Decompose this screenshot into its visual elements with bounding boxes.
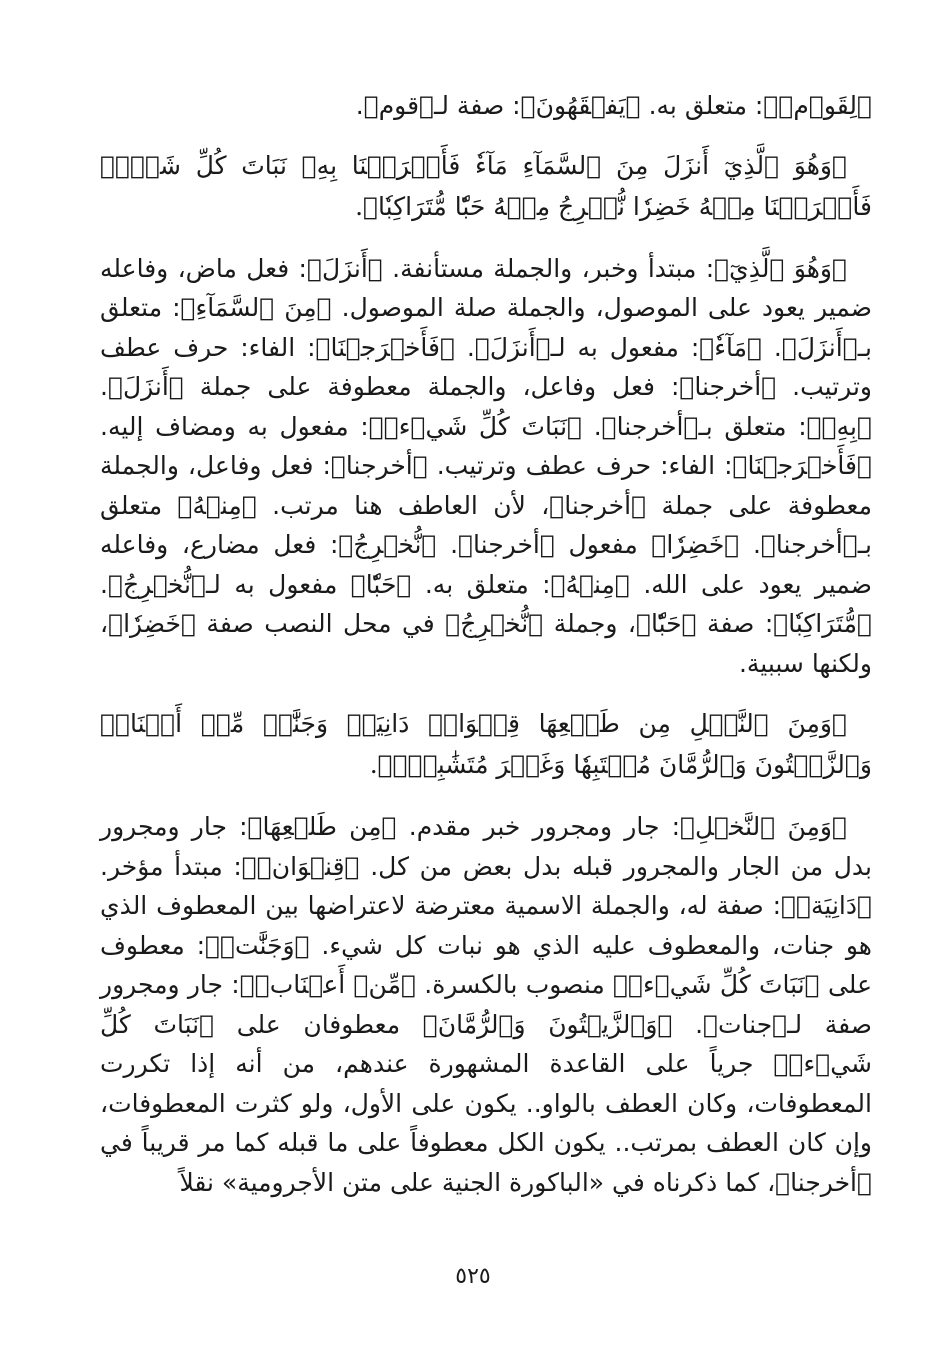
commentary-paragraph-3: ﴿وَمِنَ ٱلنَّخۡلِ﴾: جار ومجرور خبر مقدم. ﴿مِن طَلۡعِهَا﴾: جار ومجرور بدل من الجار والمجرور قبله بدل بعض من كل. ﴿قِنۡوَانٞ﴾: مبتدأ مؤخر. ﴿دَانِيَةٞ﴾: صفة له، والجملة الاسمية معترضة لاعتراضها بين المعطوف الذي هو جنات، والمعطوف عليه الذي هو نبات كل شيء. ﴿وَجَنَّٰتٖ﴾: معطوف على ﴿نَبَاتَ كُلِّ شَيۡءٖ﴾ منصوب بالكسرة. ﴿مِّنۡ أَعۡنَابٖ﴾: جار ومجرور صفة لـ﴿جنات﴾. ﴿وَٱلزَّيۡتُونَ وَٱلرُّمَّانَ﴾ معطوفان على ﴿نَبَاتَ كُلِّ شَيۡءٖ﴾ جرياً على القاعدة المشهورة عندهم، من أنه إذا تكررت المعطوفات، وكان العطف بالواو.. يكون على الأول، ولو كثرت المعطوفات، وإن كان العطف بمرتب.. يكون الكل معطوفاً على ما قبله كما مر قريباً في ﴿أخرجنا﴾، كما ذكرناه في «الباكورة الجنية على متن الأجرومية» نقلاً [100, 812, 872, 1197]
page-number: ٥٢٥ [455, 1264, 491, 1289]
quran-verse-1: ﴿وَهُوَ ٱلَّذِيٓ أَنزَلَ مِنَ ٱلسَّمَآءِ مَآءٗ فَأَخۡرَجۡنَا بِهِۦ نَبَاتَ كُلِّ شَيۡءٖ فَأَخۡرَجۡنَا مِنۡهُ خَضِرٗا نُّخۡرِجُ مِنۡهُ حَبّٗا مُّتَرَاكِبٗا﴾. [100, 150, 872, 221]
commentary-paragraph-2: ﴿وَهُوَ ٱلَّذِيٓ﴾: مبتدأ وخبر، والجملة مستأنفة. ﴿أَنزَلَ﴾: فعل ماض، وفاعله ضمير يعود على الموصول، والجملة صلة الموصول. ﴿مِنَ ٱلسَّمَآءِ﴾: متعلق بـ﴿أَنزَلَ﴾. ﴿مَآءٗ﴾: مفعول به لـ﴿أَنزَلَ﴾. ﴿فَأَخۡرَجۡنَا﴾: الفاء: حرف عطف وترتيب. ﴿أخرجنا﴾: فعل وفاعل، والجملة معطوفة على جملة ﴿أَنزَلَ﴾. ﴿بِهِۦ﴾: متعلق بـ﴿أخرجنا﴾. ﴿نَبَاتَ كُلِّ شَيۡءٖ﴾: مفعول به ومضاف إليه. ﴿فَأَخۡرَجۡنَا﴾: الفاء: حرف عطف وترتيب. ﴿أخرجنا﴾: فعل وفاعل، والجملة معطوفة على جملة ﴿أخرجنا﴾، لأن العاطف هنا مرتب. ﴿مِنۡهُ﴾ متعلق بـ﴿أخرجنا﴾. ﴿خَضِرٗا﴾ مفعول ﴿أخرجنا﴾. ﴿نُّخۡرِجُ﴾: فعل مضارع، وفاعله ضمير يعود على الله. ﴿مِنۡهُ﴾: متعلق به. ﴿حَبّٗا﴾ مفعول به لـ﴿نُّخۡرِجُ﴾. ﴿مُّتَرَاكِبٗا﴾: صفة ﴿حَبّٗا﴾، وجملة ﴿نُّخۡرِجُ﴾ في محل النصب صفة ﴿خَضِرٗا﴾، ولكنها سببية. [100, 253, 872, 678]
quran-verse-2: ﴿وَمِنَ ٱلنَّخۡلِ مِن طَلۡعِهَا قِنۡوَانٞ دَانِيَةٞ وَجَنَّٰتٖ مِّنۡ أَعۡنَابٖ وَٱلزَّيۡتُونَ وَٱلرُّمَّانَ مُشۡتَبِهٗا وَغَيۡرَ مُتَشَٰبِهٍۗ﴾. [100, 709, 872, 779]
page-body [100, 86, 872, 1286]
commentary-paragraph-1: ﴿لِقَوۡمٖ﴾: متعلق به. ﴿يَفۡقَهُونَ﴾: صفة لـ﴿قوم﴾. [355, 91, 872, 120]
